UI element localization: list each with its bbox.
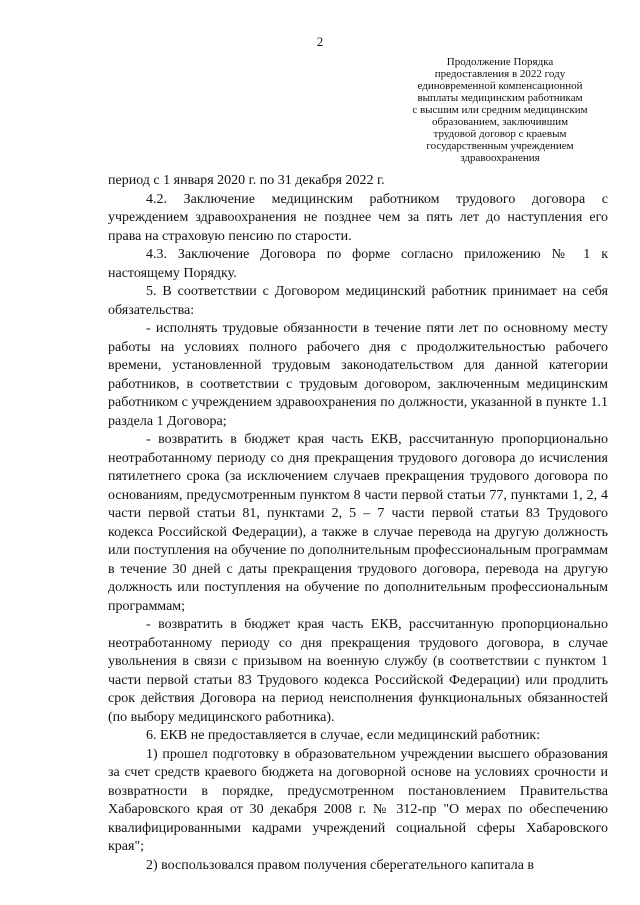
document-body [108, 172, 608, 875]
page-number: 2 [316, 34, 324, 49]
paragraph-4-3: 4.3. Заключение Договора по форме согласно приложению № 1 к настоящему Порядку. [108, 247, 608, 281]
obligation-item: - исполнять трудовые обязанности в течение пяти лет по основному месту работы на условиях полного рабочего дня с продолжительностью рабочего времени, установленной трудовым законодательством для данной категории работников, в соответствии с трудовым договором, заключенным медицинским работником с учреждением здравоохранения по должности, указанной в пункте 1.1 раздела 1 Договора; [108, 321, 608, 429]
paragraph-period: период с 1 января 2020 г. по 31 декабря 2022 г. [108, 173, 385, 188]
continuation-line: государственным учреждением [426, 140, 574, 152]
continuation-line: выплаты медицинским работникам [417, 92, 583, 104]
continuation-line: трудовой договор с краевым [433, 128, 567, 140]
continuation-line: Продолжение Порядка [446, 56, 554, 68]
continuation-line: здравоохранения [460, 152, 540, 164]
paragraph-6: 6. ЕКВ не предоставляется в случае, если медицинский работник: [146, 728, 541, 743]
continuation-line: образованием, заключившим [431, 116, 569, 128]
continuation-line: с высшим или средним медицинским [412, 104, 588, 116]
continuation-line: единовременной компенсационной [417, 80, 583, 92]
paragraph-5: 5. В соответствии с Договором медицинский работник принимает на себя обязательства: [108, 284, 608, 318]
obligation-item: - возвратить в бюджет края часть ЕКВ, рассчитанную пропорционально неотработанному периоду со дня прекращения трудового договора, в случае увольнения в связи с призывом на военную службу (в соответствии с пунктом 1 части первой статьи 83 Трудового кодекса Российской Федерации) или продлить срок действия Договора на период неисполнения функциональных обязанностей (по выбору медицинского работника). [108, 617, 608, 725]
condition-item: 1) прошел подготовку в образовательном учреждении высшего образования за счет средств краевого бюджета на договорной основе на условиях срочности и возвратности в порядке, предусмотренном постановлением Правительства Хабаровского края от 30 декабря 2008 г. № 312-пр "О мерах по обеспечению квалифицированными кадрами учреждений социальной сферы Хабаровского края"; [108, 746, 608, 854]
paragraph-4-2: 4.2. Заключение медицинским работником трудового договора с учреждением здравоохранения не позднее чем за пять лет до наступления его права на страховую пенсию по старости. [108, 191, 608, 244]
obligation-item: - возвратить в бюджет края часть ЕКВ, рассчитанную пропорционально неотработанному периоду со дня прекращения трудового договора до исчисления пятилетнего срока (за исключением случаев прекращения трудового договора по основаниям, предусмотренным пунктом 8 части первой статьи 77, пунктами 1, 2, 4 части первой статьи 81, пунктами 2, 5 – 7 части первой статьи 83 Трудового кодекса Российской Федерации), а также в случае перевода на другую должность или поступления на обучение по дополнительным профессиональным программам в течение 30 дней с даты прекращения трудового договора, перевода на другую должность или поступления на обучение по дополнительным профессиональным программам; [108, 432, 608, 614]
continuation-line: предоставления в 2022 году [434, 68, 566, 80]
condition-item: 2) воспользовался правом получения сберегательного капитала в [146, 857, 535, 873]
continuation-header [388, 56, 612, 164]
